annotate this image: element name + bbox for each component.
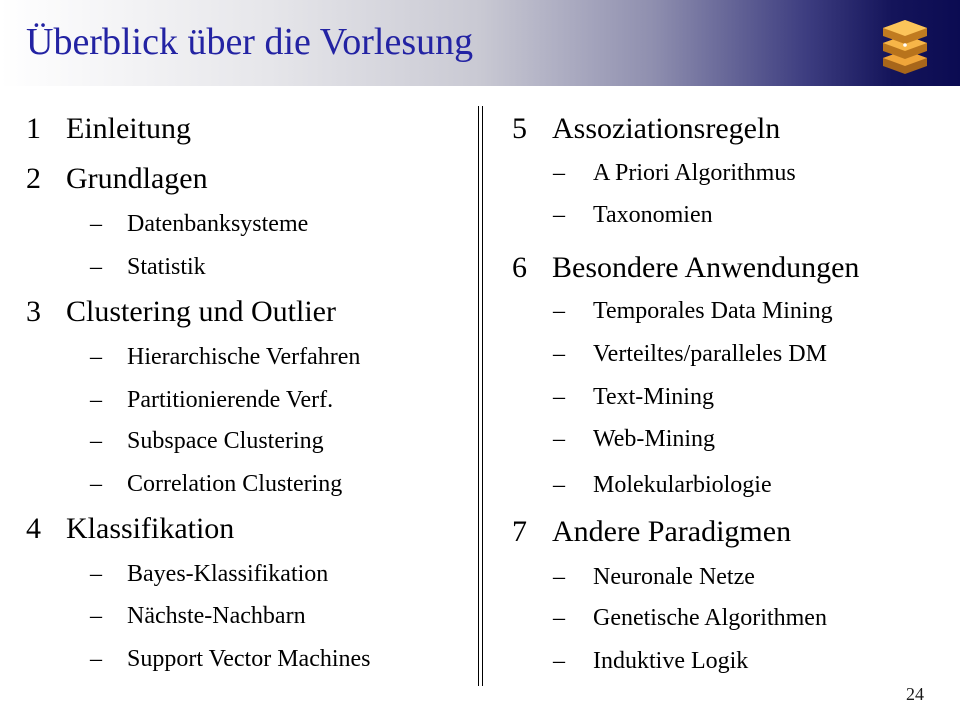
section-2	[26, 162, 208, 196]
list-item: – Subspace Clustering	[90, 428, 324, 454]
section-number: 2	[26, 162, 41, 195]
section-title: Klassifikation	[66, 512, 235, 545]
section-1	[26, 112, 191, 146]
list-item: – Correlation Clustering	[90, 471, 343, 497]
list-item: – Support Vector Machines	[90, 646, 371, 672]
section-number: 5	[512, 112, 527, 145]
list-item: – Nächste-Nachbarn	[90, 603, 306, 629]
section-title: Besondere Anwendungen	[552, 251, 860, 284]
list-item: – Genetische Algorithmen	[553, 605, 827, 631]
list-item: – Partitionierende Verf.	[90, 387, 334, 413]
section-title: Andere Paradigmen	[552, 515, 792, 548]
list-item: – Text-Mining	[553, 384, 714, 410]
list-item: – Temporales Data Mining	[553, 298, 833, 324]
section-6	[512, 251, 859, 285]
section-number: 4	[26, 512, 41, 545]
list-item: – Taxonomien	[553, 202, 713, 228]
list-item: – Verteiltes/paralleles DM	[553, 341, 827, 367]
section-5	[512, 112, 780, 146]
list-item: – Web-Mining	[553, 426, 716, 452]
section-number: 1	[26, 112, 41, 145]
slide-title: Überblick über die Vorlesung	[26, 21, 474, 63]
section-number: 6	[512, 251, 527, 284]
column-divider	[478, 106, 483, 686]
page-number: 24	[906, 684, 924, 704]
section-4	[26, 512, 234, 546]
list-item: – Induktive Logik	[553, 648, 749, 674]
section-7	[512, 515, 791, 549]
section-title: Grundlagen	[66, 162, 208, 195]
section-title: Einleitung	[66, 112, 191, 145]
list-item: – Neuronale Netze	[553, 564, 755, 590]
list-item: – Datenbanksysteme	[90, 211, 309, 237]
section-number: 7	[512, 515, 527, 548]
stacked-disks-logo-icon	[880, 18, 930, 74]
list-item: – A Priori Algorithmus	[553, 160, 796, 186]
section-3	[26, 295, 336, 329]
list-item: – Hierarchische Verfahren	[90, 344, 361, 370]
title-bar	[0, 0, 960, 86]
list-item: – Bayes-Klassifikation	[90, 561, 329, 587]
section-title: Assoziationsregeln	[552, 112, 781, 145]
list-item: – Molekularbiologie	[553, 472, 772, 498]
list-item: – Statistik	[90, 254, 206, 280]
section-title: Clustering und Outlier	[66, 295, 336, 328]
section-number: 3	[26, 295, 41, 328]
